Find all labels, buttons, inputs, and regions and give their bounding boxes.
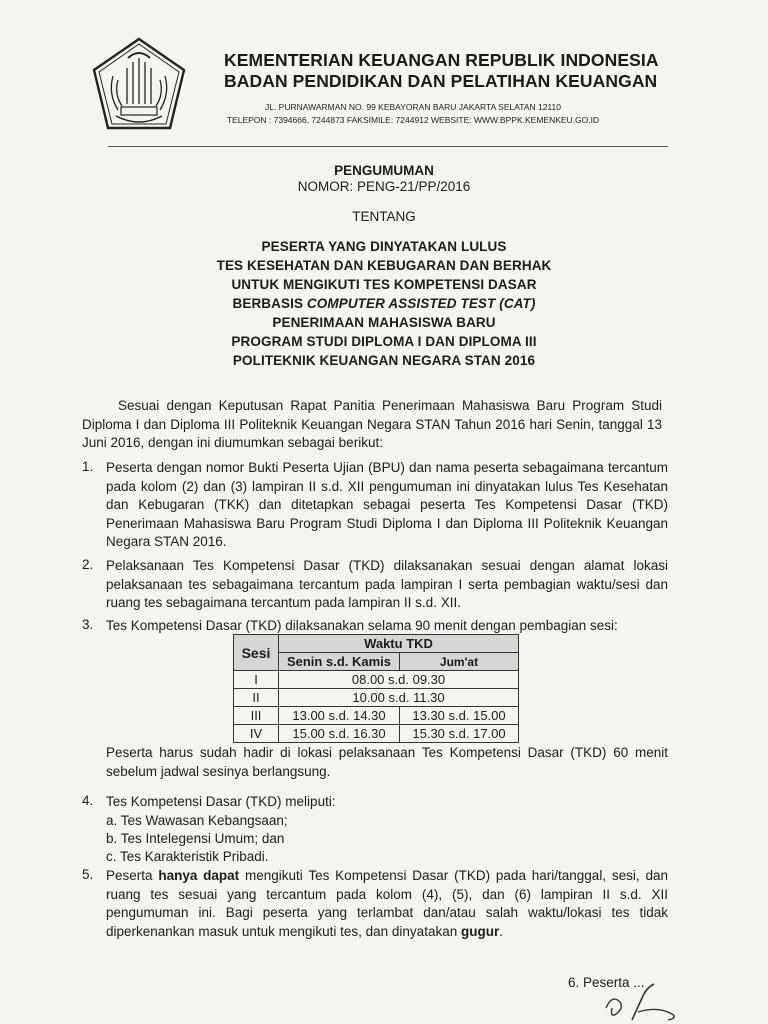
item-number: 3.	[82, 617, 94, 632]
item-text: Peserta dengan nomor Bukti Peserta Ujian (BPU) dan nama peserta sebagaimana tercantum pada kolom (2) dan (3) lampiran II s.d. XII pengumuman ini dinyatakan lulus Tes Kesehatan dan Kebugaran (TKK) dan ditetapkan sebagai peserta Tes Kompetensi Dasar (TKD) Penerimaan Mahasiswa Baru Program Studi Diploma I dan Diploma III Politeknik Keuangan Negara STAN 2016.	[106, 460, 668, 550]
cell-time-jumat: 13.30 s.d. 15.00	[400, 707, 519, 725]
cell-sesi: II	[234, 689, 279, 707]
ministry-name: KEMENTERIAN KEUANGAN REPUBLIK INDONESIA	[224, 50, 659, 70]
table-row	[234, 689, 519, 707]
item5-text: .	[499, 923, 503, 939]
item-number: 5.	[82, 867, 94, 882]
header-waktu: Waktu TKD	[279, 635, 519, 653]
item-number: 1.	[82, 459, 94, 474]
item5-bold: hanya dapat	[158, 868, 240, 883]
table-row	[234, 671, 519, 689]
title-line: PENERIMAAN MAHASISWA BARU	[272, 315, 496, 330]
paraf-signature-icon	[598, 978, 688, 1024]
table-row	[234, 725, 519, 743]
item-text	[106, 867, 668, 941]
title-line: PESERTA YANG DINYATAKAN LULUS	[261, 239, 507, 254]
subitem: a. Tes Wawasan Kebangsaan;	[106, 813, 288, 828]
subitem: b. Tes Intelegensi Umum; dan	[106, 831, 285, 846]
intro-paragraph: Sesuai dengan Keputusan Rapat Panitia Penerimaan Mahasiswa Baru Program Studi Diploma I dan Diploma III Politeknik Keuangan Negara STAN Tahun 2016 hari Senin, tanggal 13 Juni 2016, dengan ini diumumkan sebagai berikut:	[82, 398, 662, 451]
announcement-label: PENGUMUMAN	[334, 163, 434, 178]
header-jumat: Jum'at	[400, 653, 519, 671]
cell-time-senin: 13.00 s.d. 14.30	[279, 707, 400, 725]
item5-bold: gugur	[460, 923, 500, 939]
item-text: Tes Kompetensi Dasar (TKD) dilaksanakan selama 90 menit dengan pembagian sesi:	[106, 618, 618, 633]
about-label: TENTANG	[352, 209, 416, 224]
item5-text: Peserta	[106, 868, 159, 883]
title-line-cat: COMPUTER ASSISTED TEST (CAT)	[306, 296, 536, 311]
cell-sesi: I	[234, 671, 279, 689]
header-senin: Senin s.d. Kamis	[279, 653, 400, 671]
cell-time: 08.00 s.d. 09.30	[279, 671, 519, 689]
item-number: 4.	[82, 793, 94, 808]
title-line-part: BERBASIS	[232, 296, 304, 311]
item-text: Pelaksanaan Tes Kompetensi Dasar (TKD) dilaksanakan sesuai dengan alamat lokasi pelaksanaan tes sebagaimana tercantum pada lampiran I serta pembagian waktu/sesi dan ruang tes sebagaimana tercantum pada lampiran II s.d. XII.	[106, 558, 668, 611]
cell-sesi: III	[234, 707, 279, 725]
title-line: POLITEKNIK KEUANGAN NEGARA STAN 2016	[232, 353, 536, 368]
item5-text: mengikuti Tes Kompetensi Dasar (TKD) pada hari/tanggal, sesi, dan ruang tes sesuai yang tercantum pada kolom (4), (5), dan (6) lampiran II s.d. XII pengumuman ini. Bagi peserta yang terlambat dan/atau salah waktu/lokasi tes tidak diperkenankan masuk untuk mengikuti tes, dan dinyatakan	[106, 868, 668, 939]
title-line: UNTUK MENGIKUTI TES KOMPETENSI DASAR	[231, 277, 537, 292]
cell-sesi: IV	[234, 725, 279, 743]
address-line: JL. PURNAWARMAN NO. 99 KEBAYORAN BARU JAKARTA SELATAN 12110	[264, 102, 561, 112]
agency-name: BADAN PENDIDIKAN DAN PELATIHAN KEUANGAN	[224, 71, 658, 91]
subitem: c. Tes Karakteristik Pribadi.	[106, 849, 269, 864]
announcement-number: NOMOR: PENG-21/PP/2016	[297, 179, 471, 194]
header-sesi: Sesi	[234, 635, 279, 671]
after-table-note: Peserta harus sudah hadir di lokasi pelaksanaan Tes Kompetensi Dasar (TKD) 60 menit sebelum jadwal sesinya berlangsung.	[106, 745, 668, 779]
cell-time-senin: 15.00 s.d. 16.30	[279, 725, 400, 743]
title-line	[0, 296, 768, 311]
item-number: 2.	[82, 557, 94, 572]
tkd-schedule-table	[233, 634, 519, 743]
continuation-marker: 6. Peserta ...	[568, 975, 645, 990]
table-row	[234, 707, 519, 725]
cell-time-jumat: 15.30 s.d. 17.00	[400, 725, 519, 743]
title-line: TES KESEHATAN DAN KEBUGARAN DAN BERHAK	[216, 258, 552, 273]
title-line: PROGRAM STUDI DIPLOMA I DAN DIPLOMA III	[231, 334, 537, 349]
cell-time: 10.00 s.d. 11.30	[279, 689, 519, 707]
contact-line: TELEPON : 7394666, 7244873 FAKSIMILE: 7244912 WEBSITE: WWW.BPPK.KEMENKEU.GO.ID	[226, 115, 600, 125]
letterhead-divider	[108, 146, 668, 147]
item-text: Tes Kompetensi Dasar (TKD) meliputi:	[106, 794, 336, 809]
